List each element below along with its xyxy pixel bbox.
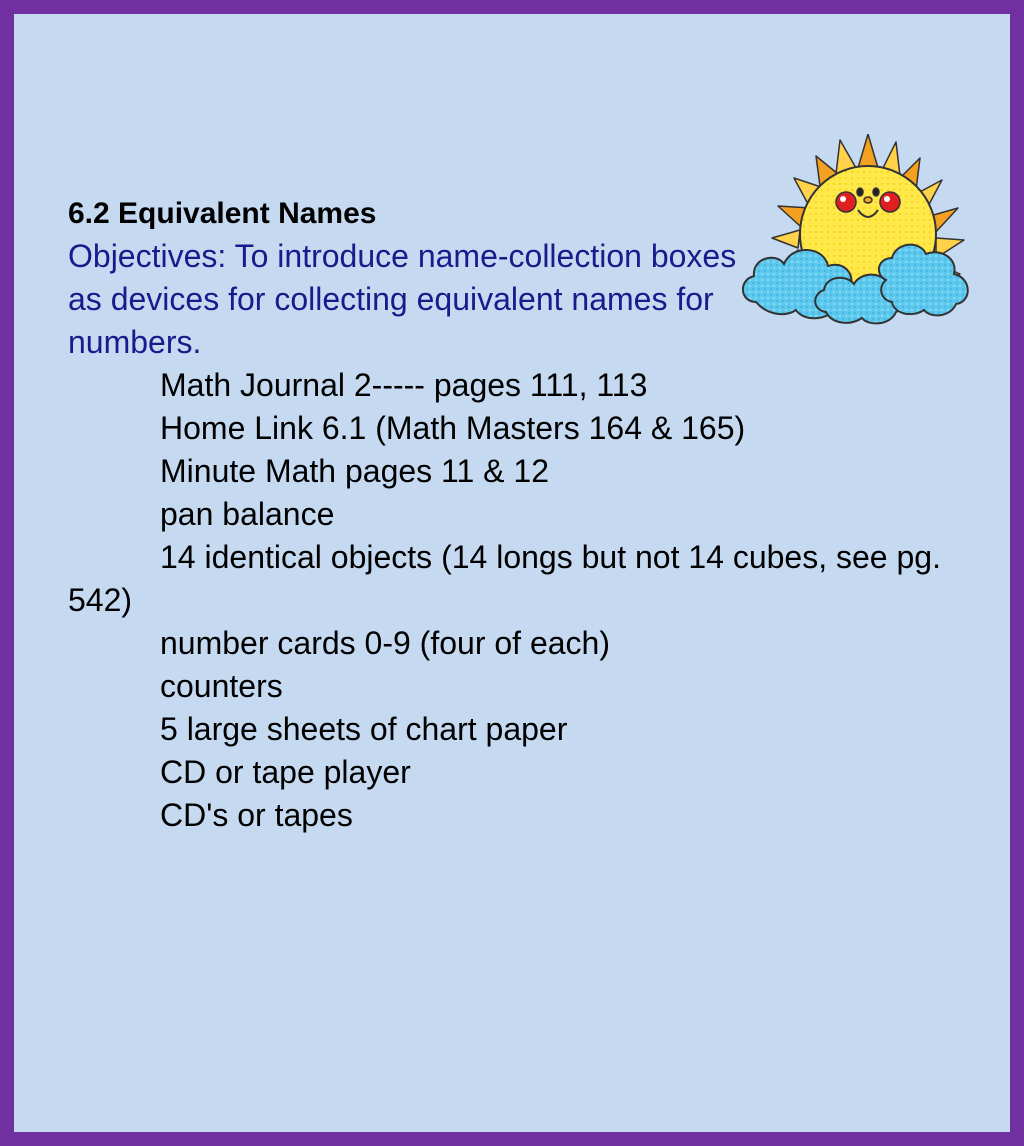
material-item: Minute Math pages 11 & 12 (160, 453, 549, 489)
lesson-title: 6.2 Equivalent Names (68, 197, 377, 230)
material-item: counters (160, 668, 283, 704)
material-item: pan balance (160, 496, 335, 532)
sun-with-clouds-clipart (736, 134, 976, 329)
lesson-objectives: Objectives: To introduce name-collection boxes as devices for collecting equivalent names for numbers. (68, 238, 737, 360)
material-item: Math Journal 2----- pages 111, 113 (160, 367, 648, 403)
slide (14, 14, 1010, 1132)
material-item: number cards 0-9 (four of each) (160, 625, 610, 661)
material-item: CD's or tapes (160, 797, 353, 833)
material-item: CD or tape player (160, 754, 411, 790)
material-item: Home Link 6.1 (Math Masters 164 & 165) (160, 410, 746, 446)
material-item: 5 large sheets of chart paper (160, 711, 568, 747)
material-item: 14 identical objects (14 longs but not 14 cubes, see pg. 542) (68, 539, 941, 618)
